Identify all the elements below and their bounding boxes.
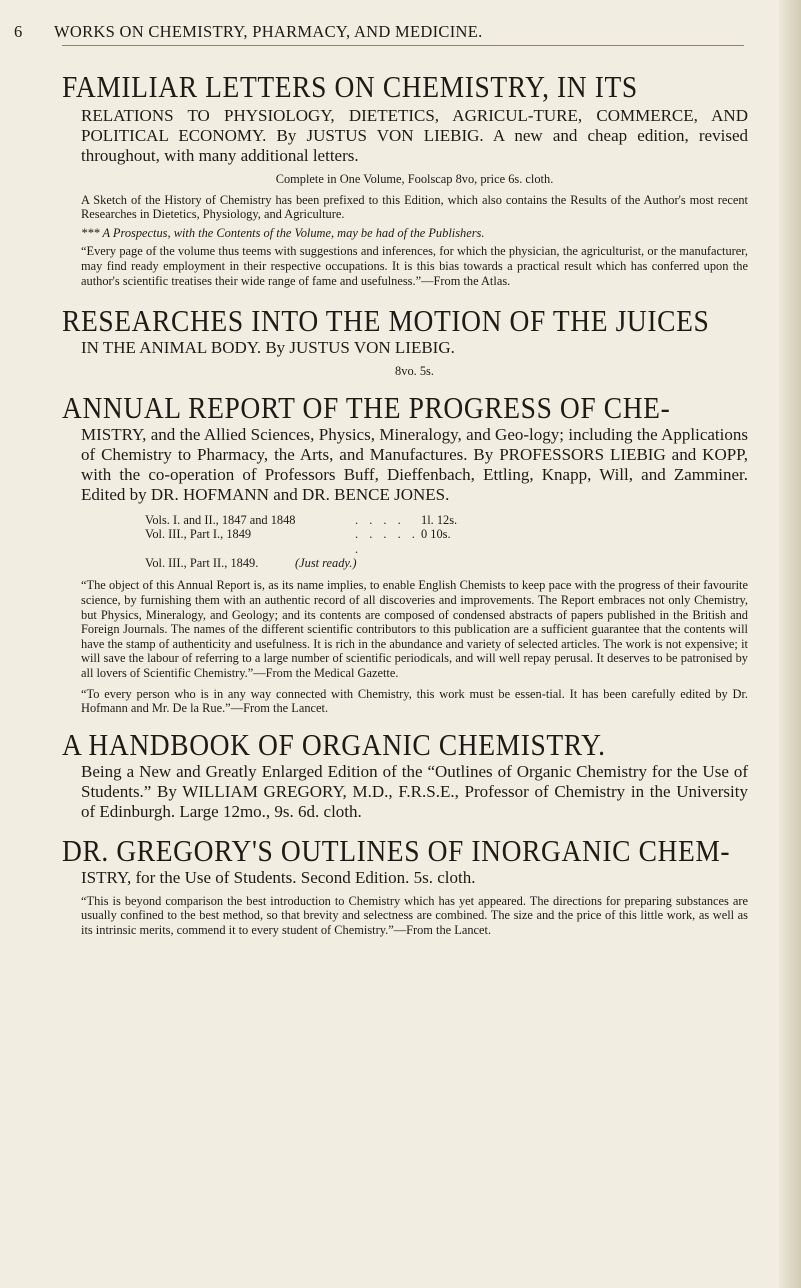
page-number: 6 — [14, 22, 23, 41]
entry-description: ISTRY, for the Use of Students. Second Edition. 5s. cloth. — [81, 867, 476, 887]
entry-title: DR. GREGORY'S OUTLINES OF INORGANIC CHEM- — [62, 832, 731, 868]
entry-review: “To every person who is in any way connected with Chemistry, this work must be essen-tial. It has been carefully edited by Dr. Hofmann and Mr. De la Rue.”—From the Lancet. — [81, 686, 748, 716]
price-row: Vol. III., Part I., 1849 . . . . . . 0 10s. — [145, 527, 451, 556]
price-list — [145, 513, 748, 571]
entry-prospectus-note: *** A Prospectus, with the Contents of the Volume, may be had of the Publishers. — [81, 225, 485, 240]
header-rule — [62, 45, 744, 46]
entry-title: RESEARCHES INTO THE MOTION OF THE JUICES — [62, 303, 710, 338]
entry-description: IN THE ANIMAL BODY. By JUSTUS VON LIEBIG. — [81, 338, 455, 358]
entry-researches-juices — [62, 304, 748, 379]
entry-title: A HANDBOOK OF ORGANIC CHEMISTRY. — [62, 726, 606, 762]
entry-title: ANNUAL REPORT OF THE PROGRESS OF CHE- — [62, 389, 671, 425]
entry-familiar-letters — [62, 70, 748, 288]
page-content — [62, 70, 748, 938]
price-row: Vols. I. and II., 1847 and 1848 . . . . 1l. 12s. — [145, 512, 458, 527]
entry-review: “This is beyond comparison the best introduction to Chemistry which has yet appeared. The directions for preparing substances are usually confined to the best method, so that brevity and selectness are combined. The size and the price of this little work, as well as its intrinsic merits, commend it to every student of Chemistry.”—From the Lancet. — [81, 893, 748, 937]
entry-note: A Sketch of the History of Chemistry has been prefixed to this Edition, which also contains the Results of the Author's most recent Researches in Dietetics, Physiology, and Agriculture. — [81, 192, 748, 222]
entry-price: 8vo. 5s. — [395, 364, 434, 379]
running-header — [14, 22, 774, 42]
price-row: Vol. III., Part II., 1849. (Just ready.) — [145, 555, 357, 570]
entry-annual-report — [62, 391, 748, 716]
entry-price: Complete in One Volume, Foolscap 8vo, price 6s. cloth. — [275, 172, 554, 186]
page-edge — [779, 0, 801, 1288]
entry-title: FAMILIAR LETTERS ON CHEMISTRY, IN ITS — [62, 68, 638, 104]
entry-review: “The object of this Annual Report is, as its name implies, to enable English Chemists to keep pace with the progress of their favourite science, by furnishing them with an authentic record of all discoveries and improvements. The Report embraces not only Chemistry, but Physics, Mineralogy, and Geology; and its contents are composed of condensed abstracts of papers published in the British and Foreign Journals. The names of the different scientific contributors to this publication are a sufficient guarantee that the contents will have the stamp of authenticity and usefulness. It is rich in the abundance and variety of selected articles. The work is not expensive; it will save the labour of referring to a large number of scientific periodicals, and will well repay perusal. It deserves to be patronised by all lovers of Scientific Chemistry.”—From the Medical Gazette. — [81, 578, 748, 680]
entry-description: RELATIONS TO PHYSIOLOGY, DIETETICS, AGRICUL-TURE, COMMERCE, AND POLITICAL ECONOMY. By JUSTUS VON LIEBIG. A new and cheap edition, revised throughout, with many additional letters. — [81, 106, 748, 165]
entry-description: Being a New and Greatly Enlarged Edition of the “Outlines of Organic Chemistry for the Use of Students.” By WILLIAM GREGORY, M.D., F.R.S.E., Professor of Chemistry in the University of Edinburgh. Large 12mo., 9s. 6d. cloth. — [81, 761, 748, 821]
running-title: WORKS ON CHEMISTRY, PHARMACY, AND MEDICINE. — [54, 22, 483, 41]
entry-review: “Every page of the volume thus teems with suggestions and inferences, for which the physician, the agriculturist, or the manufacturer, may find ready employment in their respective occupations. It is this bias towards a practical result which has conferred upon the author's scientific treatises their wide range of fame and usefulness.”—From the Atlas. — [81, 244, 748, 288]
entry-handbook-organic — [62, 728, 748, 822]
entry-gregory-outlines — [62, 834, 748, 938]
entry-description: MISTRY, and the Allied Sciences, Physics, Mineralogy, and Geo-logy; including the Applications of Chemistry to Pharmacy, the Arts, and Manufactures. By PROFESSORS LIEBIG and KOPP, with the co-operation of Professors Buff, Dieffenbach, Ettling, Knapp, Will, and Zamminer. Edited by DR. HOFMANN and DR. BENCE JONES. — [81, 424, 748, 504]
